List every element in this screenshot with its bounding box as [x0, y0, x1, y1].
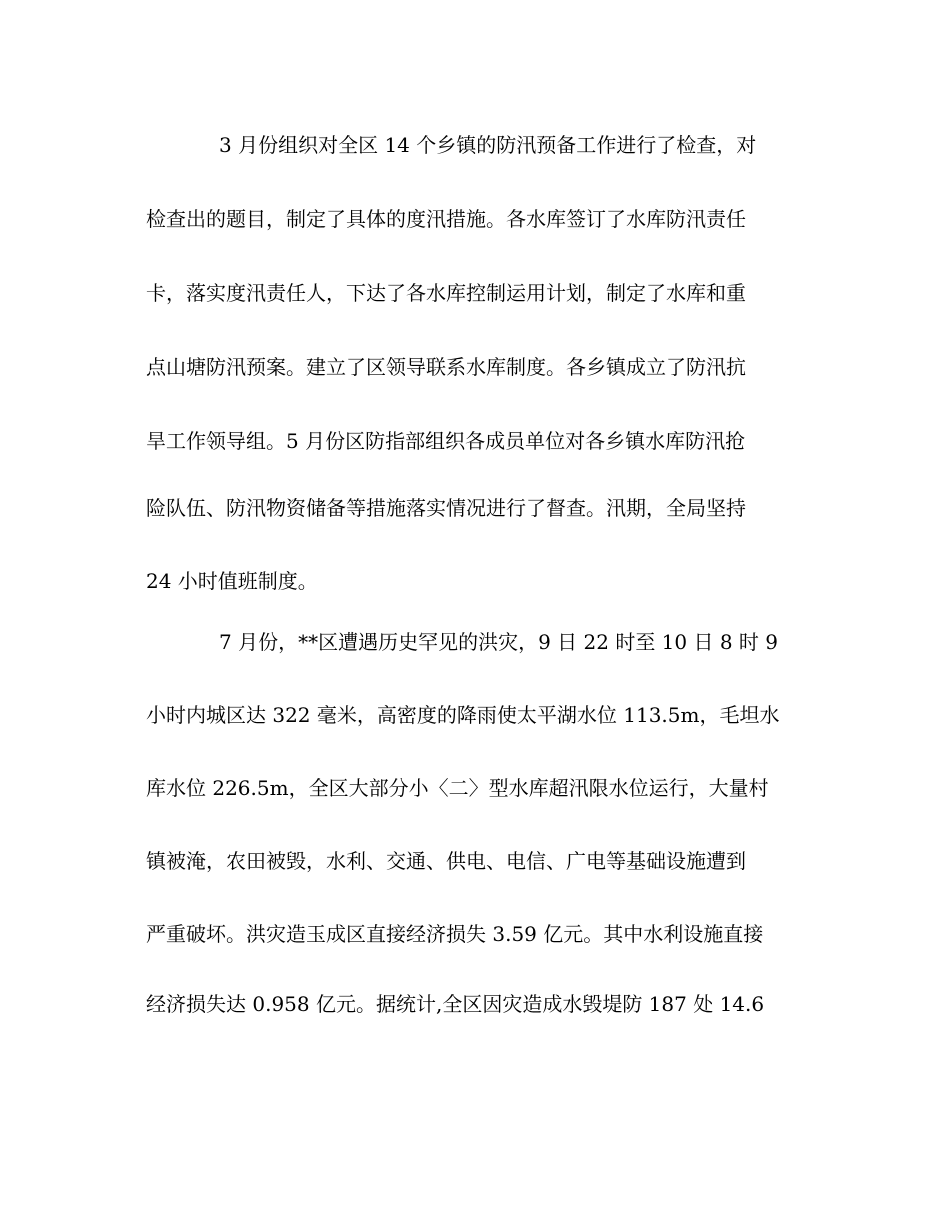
paragraph-1-line-4: 点山塘防汛预案。建立了区领导联系水库制度。各乡镇成立了防汛抗 [146, 355, 746, 379]
paragraph-1-line-5: 旱工作领导组。5 月份区防指部组织各成员单位对各乡镇水库防汛抢 [146, 429, 746, 453]
paragraph-2-line-3: 库水位 226.5m，全区大部分小〈二〉型水库超汛限水位运行，大量村 [146, 776, 769, 800]
paragraph-2-line-5: 严重破坏。洪灾造玉成区直接经济损失 3.59 亿元。其中水利设施直接 [146, 922, 764, 946]
paragraph-1-line-7: 24 小时值班制度。 [146, 569, 318, 593]
paragraph-2-line-1: 7 月份，**区遭遇历史罕见的洪灾，9 日 22 时至 10 日 8 时 9 [219, 630, 779, 654]
paragraph-2-line-6: 经济损失达 0.958 亿元。据统计,全区因灾造成水毁堤防 187 处 14.6 [146, 992, 765, 1016]
paragraph-1-line-3: 卡，落实度汛责任人，下达了各水库控制运用计划，制定了水库和重 [146, 281, 746, 305]
paragraph-1-line-1: 3 月份组织对全区 14 个乡镇的防汛预备工作进行了检查，对 [219, 133, 757, 157]
paragraph-1-line-6: 险队伍、防汛物资储备等措施落实情况进行了督查。汛期，全局坚持 [146, 496, 746, 520]
paragraph-1-line-2: 检查出的题目，制定了具体的度汛措施。各水库签订了水库防汛责任 [146, 207, 746, 231]
paragraph-2-line-2: 小时内城区达 322 毫米，高密度的降雨使太平湖水位 113.5m，毛坦水 [146, 703, 780, 727]
paragraph-2-line-4: 镇被淹，农田被毁，水利、交通、供电、电信、广电等基础设施遭到 [146, 849, 746, 873]
